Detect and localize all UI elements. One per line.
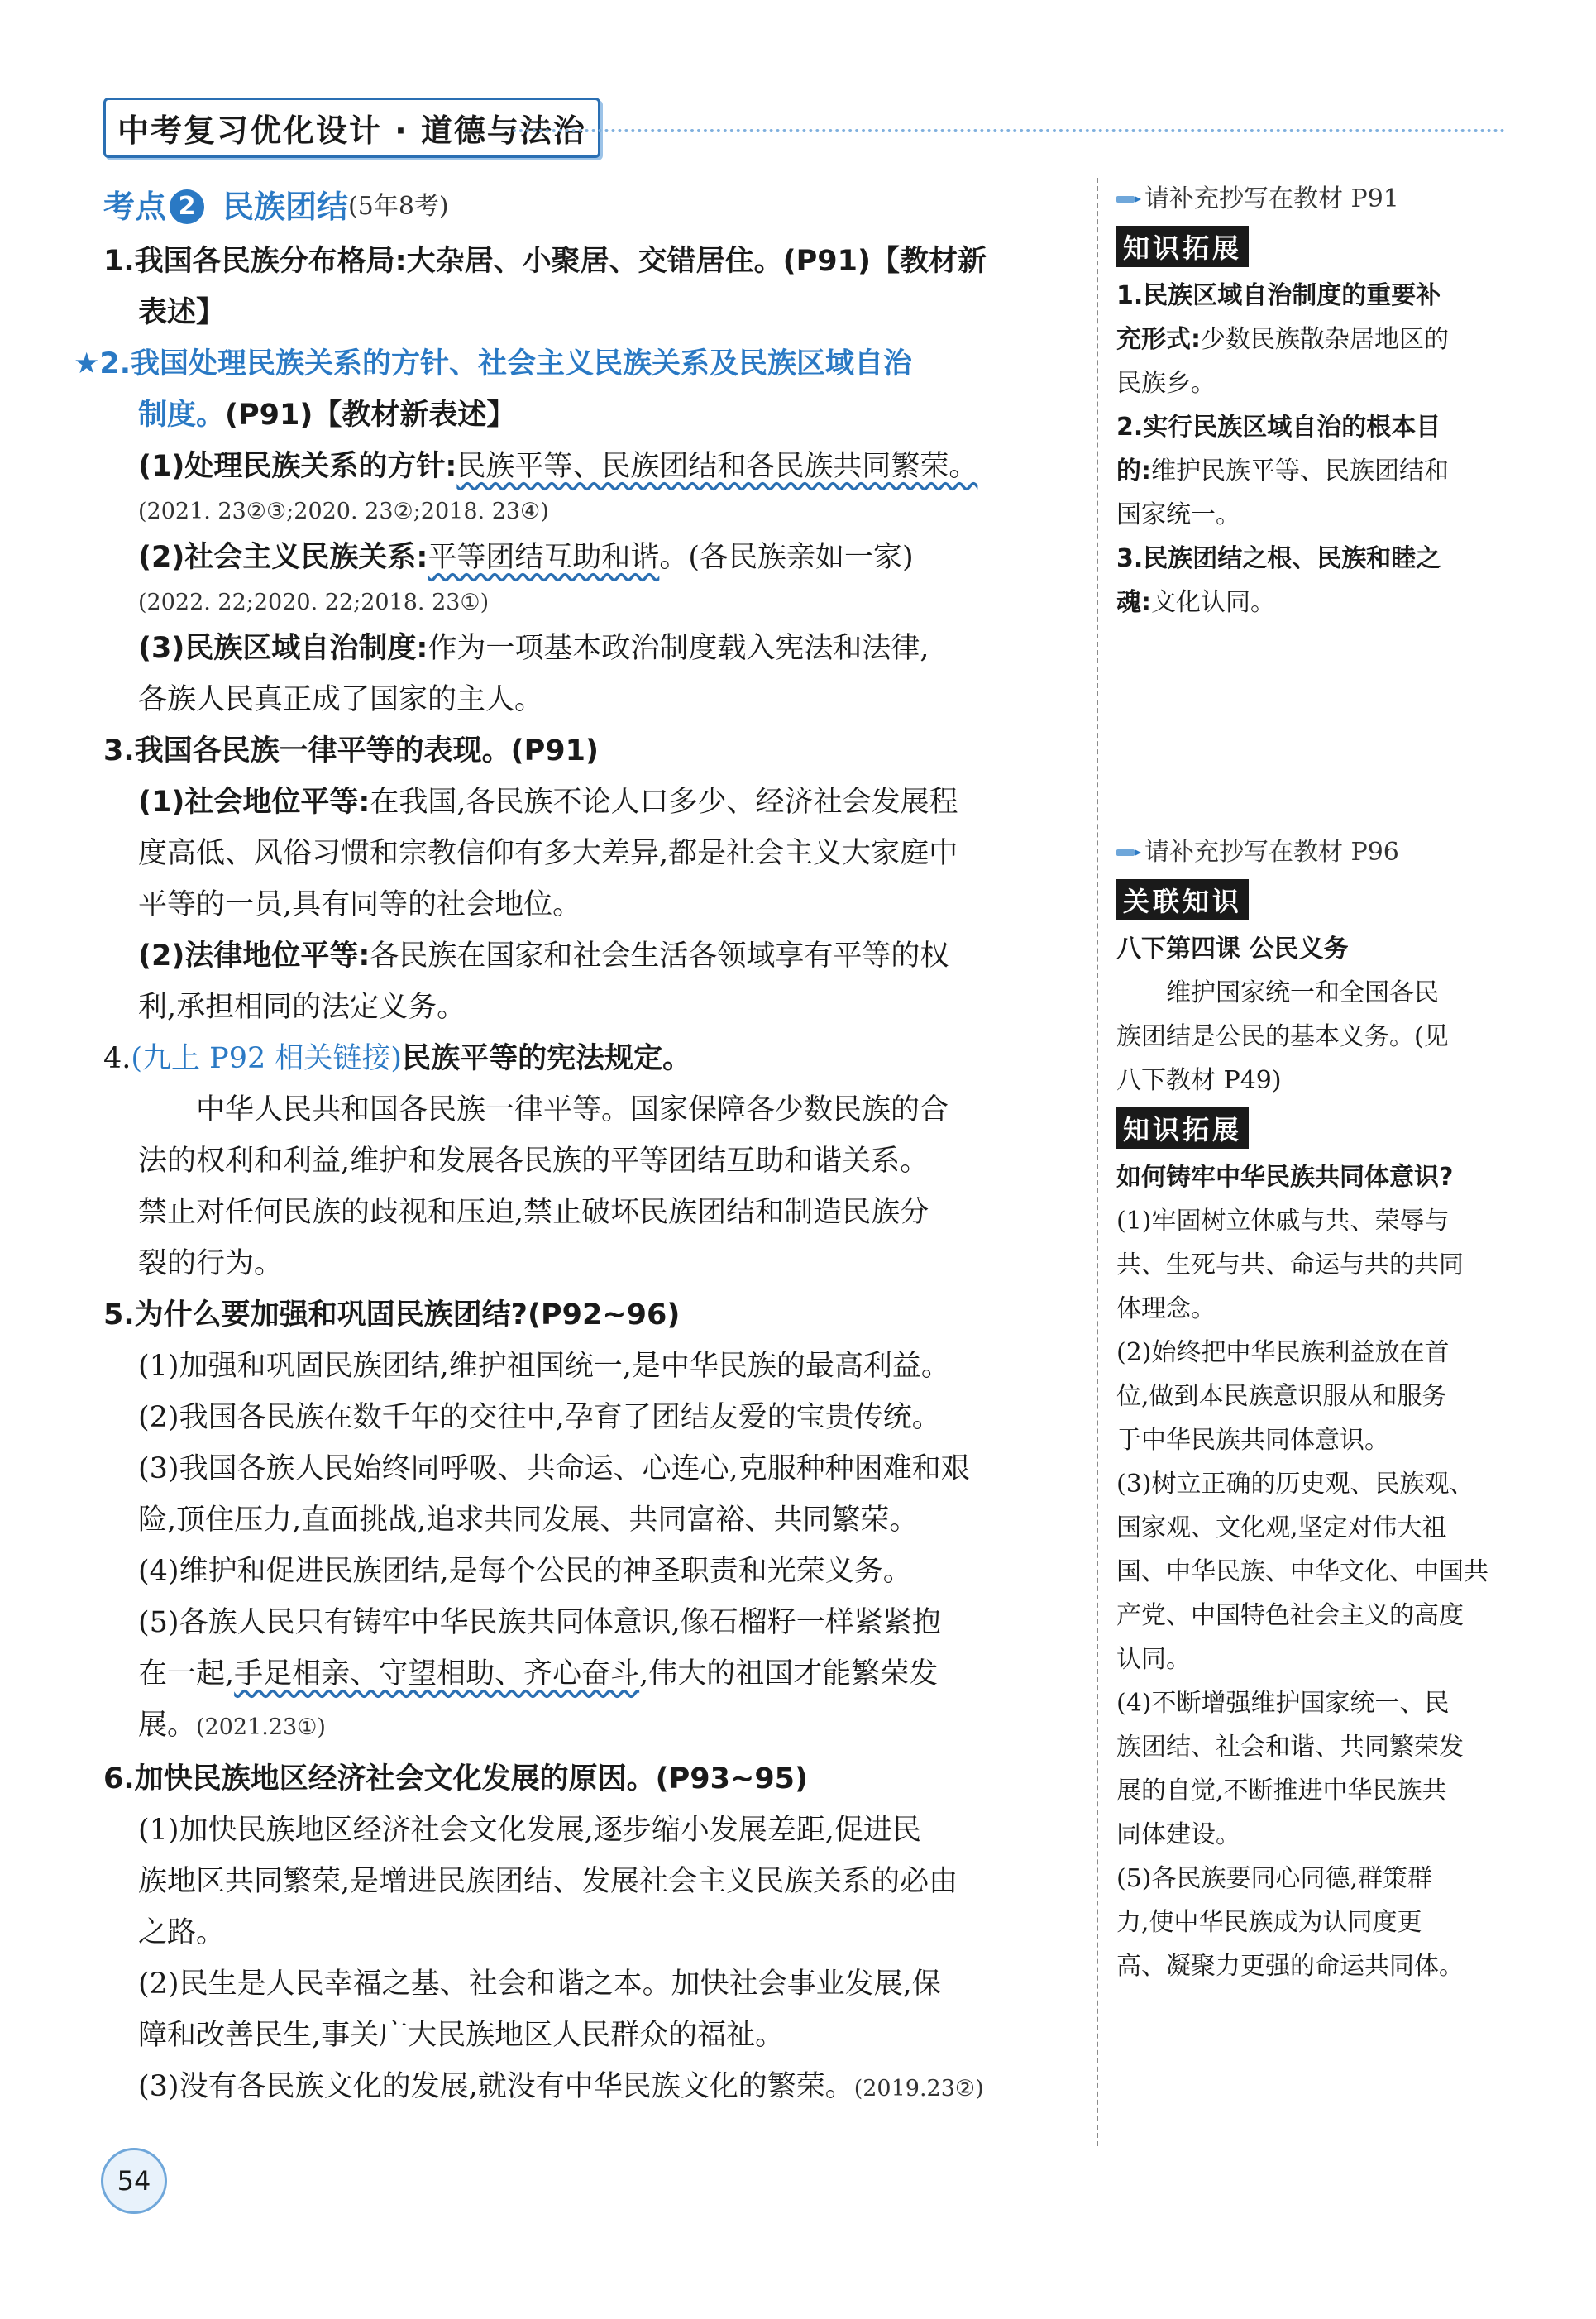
text: (3)没有各民族文化的发展,就没有中华民族文化的繁荣。 (138, 2070, 854, 2103)
page-number: 54 (101, 2148, 167, 2214)
box-line: 国家观、文化观,坚定对伟大祖 (1116, 1513, 1447, 1542)
section-heading (103, 178, 1083, 236)
knowledge-extension-tag: 知识拓展 (1116, 226, 1249, 267)
item-6-s1-l3: 之路。 (138, 1916, 226, 1949)
box-line: 高、凝聚力更强的命运共同体。 (1116, 1952, 1464, 1981)
item-5-s2: (2)我国各民族在数千年的交往中,孕育了团结友爱的宝贵传统。 (138, 1401, 941, 1434)
item-3-title: 3.我国各民族一律平等的表现。(P91) (103, 734, 600, 767)
blank-note-space (1116, 624, 1513, 831)
item-2-source: (P91)【教材新表述】 (225, 399, 516, 432)
section-exam-count: (5年8考) (348, 192, 449, 221)
section-label: 考点 (103, 189, 167, 225)
knowledge-box-3 (1116, 1155, 1513, 1988)
item-4-l3: 禁止对任何民族的歧视和压迫,禁止破坏民族团结和制造民族分 (138, 1196, 929, 1229)
item-2-sub-1 (138, 441, 1083, 492)
item-3-sub-1-l2: 度高低、风俗习惯和宗教信仰有多大差异,都是社会主义大家庭中 (138, 837, 958, 870)
sub-value: 民族平等、民族团结和各民族共同繁荣。 (456, 450, 978, 483)
text: 在一起, (138, 1657, 235, 1690)
pen-icon (1116, 846, 1140, 859)
sub-tail: 。(各民族亲如一家) (659, 541, 914, 574)
box-line: 族团结、社会和谐、共同繁荣发 (1116, 1733, 1464, 1762)
sub-value: 平等团结互助和谐 (428, 541, 660, 574)
item-2-sub-3-cont: 各族人民真正成了国家的主人。 (138, 683, 544, 716)
item-5-s3-l2: 险,顶住压力,直面挑战,追求共同发展、共同富裕、共同繁荣。 (138, 1504, 919, 1537)
item-2-title-tail: 制度。 (138, 399, 226, 432)
box-label: 的: (1116, 457, 1151, 485)
note-text: 请补充抄写在教材 P96 (1144, 838, 1399, 867)
box-line: (4)不断增强维护国家统一、民 (1116, 1689, 1450, 1718)
text: 展。 (138, 1709, 197, 1742)
note-text: 请补充抄写在教材 P91 (1144, 184, 1399, 213)
sub-text: 在我国,各民族不论人口多少、经济社会发展程 (370, 786, 958, 819)
knowledge-box-1 (1116, 274, 1513, 624)
item-3 (103, 725, 1083, 1033)
box-line: 同体建设。 (1116, 1820, 1240, 1849)
item-5-s5-l3 (138, 1700, 1083, 1753)
box-label: 充形式: (1116, 325, 1201, 354)
box-text: 维护民族平等、民族团结和 (1151, 457, 1449, 485)
item-1-line-1: 1.我国各民族分布格局:大杂居、小聚居、交错居住。(P91)【教材新 (103, 245, 987, 278)
sub-text: 各民族在国家和社会生活各领域享有平等的权 (370, 940, 949, 973)
box-line: 八下教材 P49) (1116, 1066, 1282, 1095)
knowledge-extension-tag-2: 知识拓展 (1116, 1107, 1249, 1149)
book-title: 中考复习优化设计 · 道德与法治 (103, 98, 600, 158)
item-4-l4: 裂的行为。 (138, 1247, 284, 1280)
section-number-badge: 2 (170, 189, 204, 224)
box-line: (5)各民族要同心同德,群策群 (1116, 1864, 1433, 1893)
copy-note-1 (1116, 178, 1513, 221)
box-line: 认同。 (1116, 1645, 1191, 1674)
box-line: 民族乡。 (1116, 369, 1216, 398)
column-divider (1097, 178, 1098, 2146)
item-6-s1-l1: (1)加快民族地区经济社会文化发展,逐步缩小发展差距,促进民 (138, 1814, 921, 1847)
box-line: 力,使中华民族成为认同度更 (1116, 1908, 1422, 1937)
box-text: 文化认同。 (1151, 588, 1275, 617)
item-5 (103, 1289, 1083, 1753)
item-4 (103, 1033, 1083, 1289)
item-number: 4. (103, 1042, 131, 1075)
item-3-sub-1-l3: 平等的一员,具有同等的社会地位。 (138, 888, 582, 921)
item-5-s5-l1: (5)各族人民只有铸牢中华民族共同体意识,像石榴籽一样紧紧抱 (138, 1606, 941, 1639)
item-1 (103, 236, 1083, 338)
box-line: (1)牢固树立休戚与共、荣辱与 (1116, 1207, 1450, 1236)
item-2 (74, 338, 1083, 441)
item-5-s1: (1)加强和巩固民族团结,维护祖国统一,是中华民族的最高利益。 (138, 1350, 950, 1383)
sub-label: (2)社会主义民族关系: (138, 541, 428, 574)
sub-label: (1)处理民族关系的方针: (138, 450, 457, 483)
item-4-l1: 中华人民共和国各民族一律平等。国家保障各少数民族的合 (196, 1093, 949, 1126)
wavy-text: 手足相亲、守望相助、齐心奋斗 (234, 1657, 640, 1690)
text: ,伟大的祖国才能繁荣发 (639, 1657, 939, 1690)
item-2-sub-2 (138, 532, 1083, 583)
box-line: 2.实行民族区域自治的根本目 (1116, 413, 1441, 442)
sub-label: (3)民族区域自治制度: (138, 632, 428, 665)
pen-icon (1116, 193, 1140, 206)
item-1-line-2: 表述】 (138, 296, 226, 329)
item-4-title-text: 民族平等的宪法规定。 (402, 1042, 692, 1075)
sub-label: (2)法律地位平等: (138, 940, 370, 973)
sub-text: 作为一项基本政治制度载入宪法和法律, (428, 632, 929, 665)
item-3-sub-2 (138, 930, 1083, 982)
box-line: 3.民族团结之根、民族和睦之 (1116, 544, 1441, 573)
star-icon: ★ (74, 347, 100, 380)
item-6-s3 (138, 2061, 1083, 2115)
box-line: 共、生死与共、命运与共的共同 (1116, 1250, 1464, 1279)
item-3-sub-2-l2: 利,承担相同的法定义务。 (138, 991, 466, 1024)
box-line: 国家统一。 (1116, 500, 1240, 529)
item-4-l2: 法的权利和利益,维护和发展各民族的平等团结互助和谐关系。 (138, 1145, 929, 1178)
cite: (2021.23①) (196, 1714, 326, 1740)
item-6-title: 6.加快民族地区经济社会文化发展的原因。(P93~95) (103, 1762, 809, 1795)
item-5-s4: (4)维护和促进民族团结,是每个公民的神圣职责和光荣义务。 (138, 1555, 912, 1588)
sidebar (1116, 178, 1513, 1988)
item-6-s2-l2: 障和改善民生,事关广大民族地区人民群众的福祉。 (138, 2019, 785, 2052)
box-line: (2)始终把中华民族利益放在首 (1116, 1338, 1450, 1367)
item-2-title-line-1 (74, 338, 1083, 390)
main-column (74, 178, 1083, 2115)
item-5-s3-l1: (3)我国各族人民始终同呼吸、共命运、心连心,克服种种困难和艰 (138, 1452, 970, 1485)
item-5-title: 5.为什么要加强和巩固民族团结?(P92~96) (103, 1298, 681, 1332)
box-line: 于中华民族共同体意识。 (1116, 1426, 1389, 1455)
box-line: 位,做到本民族意识服从和服务 (1116, 1382, 1447, 1411)
box-line: 国、中华民族、中华文化、中国共 (1116, 1557, 1488, 1586)
box-line: 体理念。 (1116, 1294, 1216, 1323)
section-name: 民族团结 (222, 189, 349, 225)
item-2-sub-3 (138, 623, 1083, 674)
item-2-body (103, 441, 1083, 725)
page-header (103, 98, 600, 158)
item-5-s5-l2 (138, 1648, 1083, 1700)
item-2-title-line-2 (74, 390, 1083, 441)
box-label: 魂: (1116, 588, 1151, 617)
box-line: 展的自觉,不断推进中华民族共 (1116, 1776, 1447, 1805)
item-2-title-text: 2.我国处理民族关系的方针、社会主义民族关系及民族区域自治 (99, 347, 913, 380)
box-line: 1.民族区域自治制度的重要补 (1116, 281, 1441, 310)
copy-note-2 (1116, 831, 1513, 874)
header-dotted-rule (513, 129, 1505, 132)
item-4-title (103, 1033, 1083, 1084)
box-title: 八下第四课 公民义务 (1116, 935, 1349, 963)
item-2-sub-2-cite: (2022. 22;2020. 22;2018. 23①) (138, 590, 490, 615)
box-line: 产党、中国特色社会主义的高度 (1116, 1601, 1464, 1630)
related-knowledge-tag: 关联知识 (1116, 879, 1249, 920)
sub-label: (1)社会地位平等: (138, 786, 370, 819)
box-text: 少数民族散杂居地区的 (1201, 325, 1449, 354)
cite: (2019.23②) (853, 2076, 984, 2101)
box-title: 如何铸牢中华民族共同体意识? (1116, 1163, 1454, 1192)
item-6-s2-l1: (2)民生是人民幸福之基、社会和谐之本。加快社会事业发展,保 (138, 1968, 941, 2001)
related-knowledge-box (1116, 927, 1513, 1102)
item-2-sub-1-cite: (2021. 23②③;2020. 23②;2018. 23④) (138, 499, 549, 524)
related-link: (九上 P92 相关链接) (131, 1042, 403, 1075)
box-line: 族团结是公民的基本义务。(见 (1116, 1022, 1449, 1051)
item-6 (103, 1753, 1083, 2115)
box-3-lines (1116, 1199, 1513, 1988)
box-line: (3)树立正确的历史观、民族观、 (1116, 1470, 1474, 1499)
box-line: 维护国家统一和全国各民 (1166, 978, 1439, 1007)
item-3-sub-1 (138, 777, 1083, 828)
item-6-s1-l2: 族地区共同繁荣,是增进民族团结、发展社会主义民族关系的必由 (138, 1865, 958, 1898)
